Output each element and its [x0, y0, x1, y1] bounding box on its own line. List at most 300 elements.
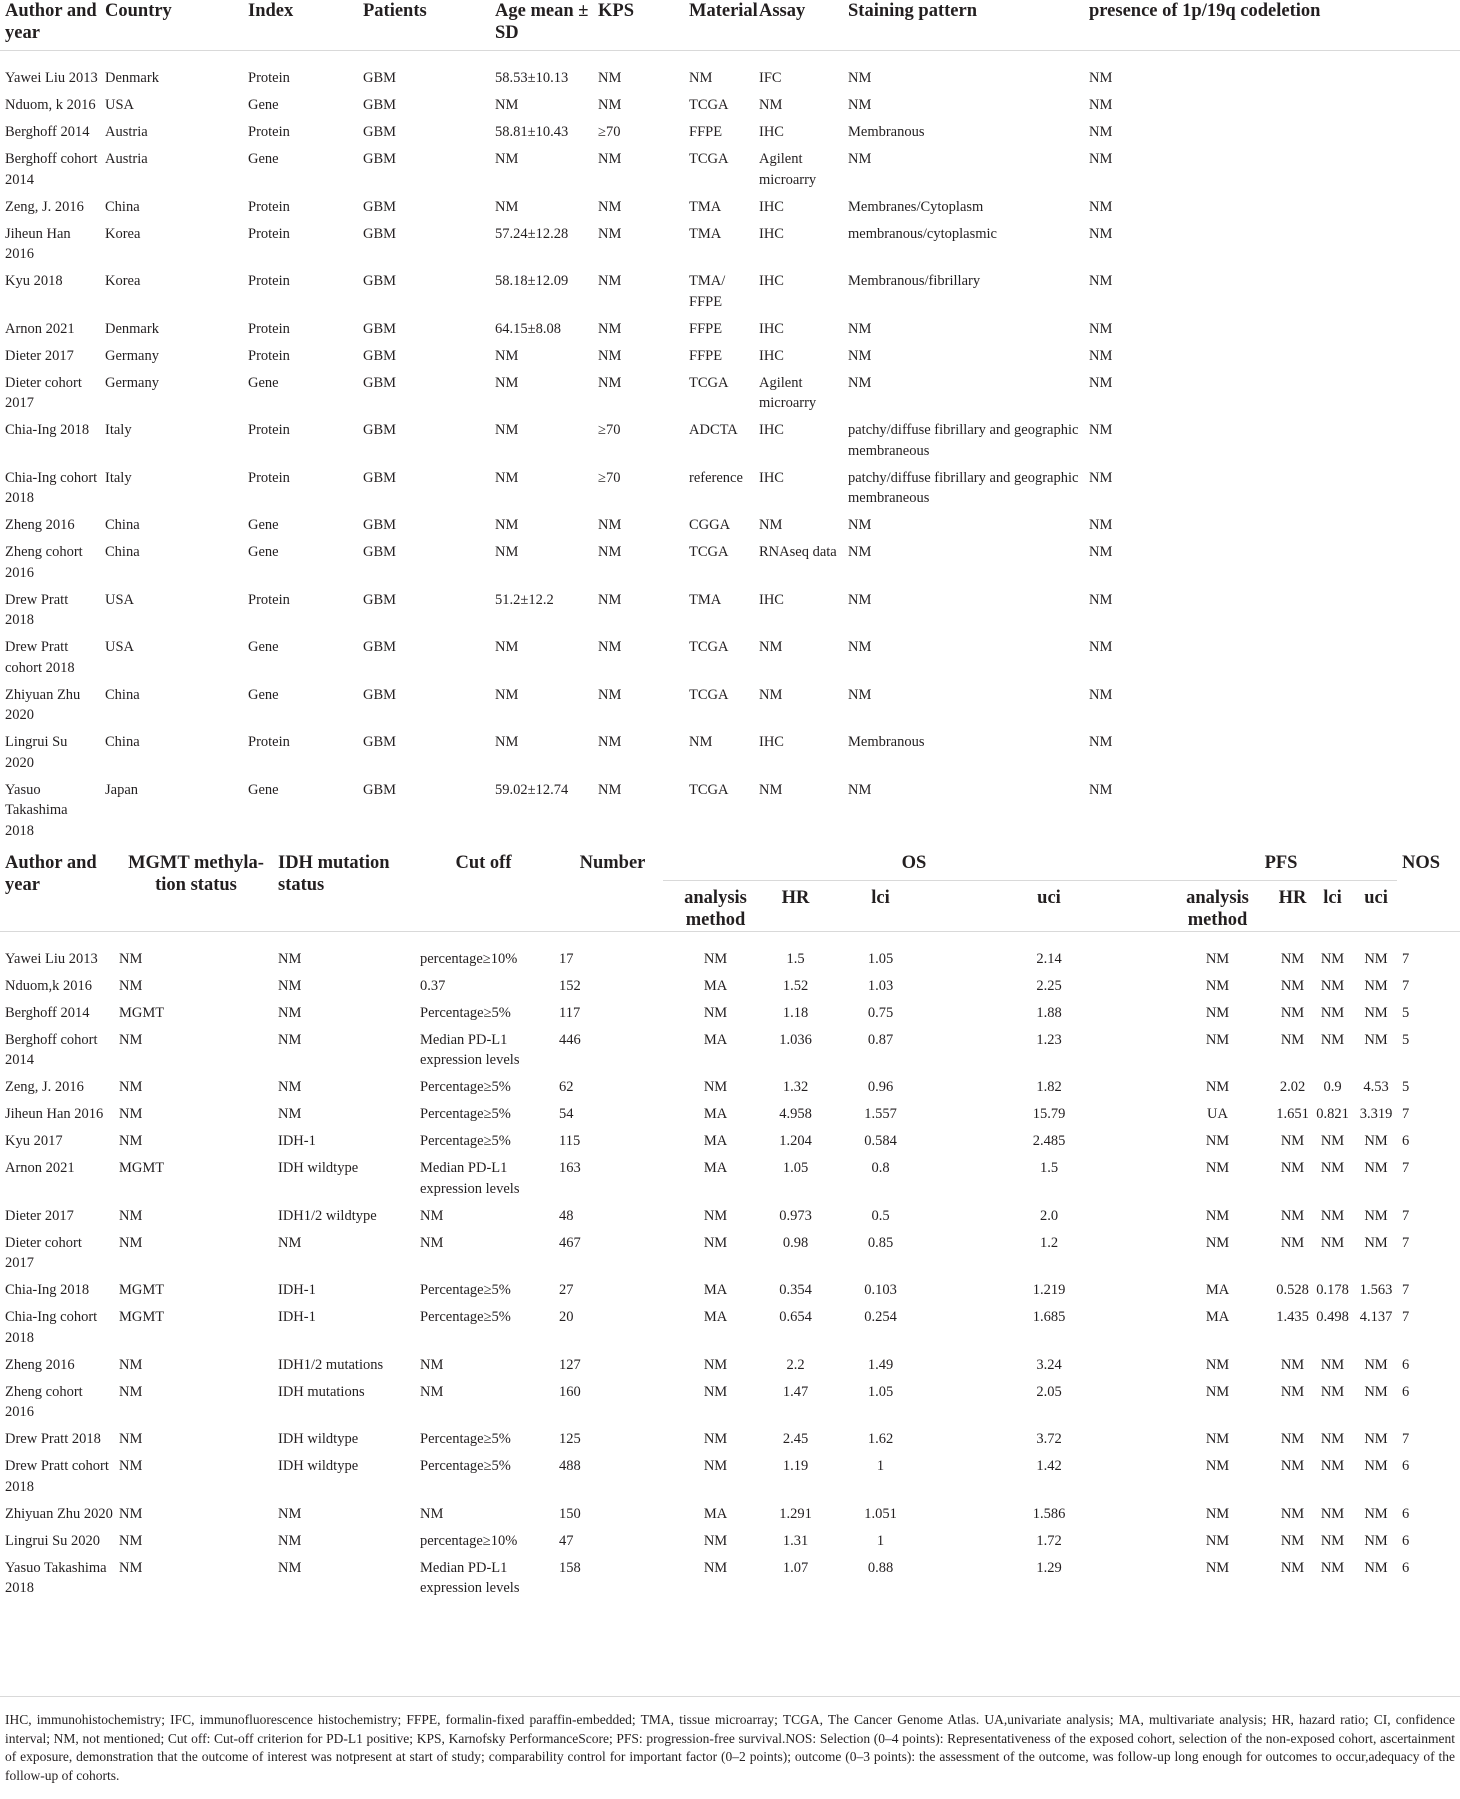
t2-cell: NM — [1280, 1207, 1305, 1224]
t1-cell: NM — [495, 517, 519, 533]
t2-cell: 1.051 — [864, 1505, 897, 1522]
t2-cell: Percentage≥5% — [420, 1004, 511, 1021]
t2-cell: 0.87 — [867, 1031, 894, 1048]
t1-cell: GBM — [363, 422, 397, 438]
t2-cell: Berghoff 2014 — [5, 1004, 90, 1021]
t2-cell: 446 — [559, 1031, 581, 1048]
t1-cell: NM — [689, 70, 713, 86]
t2-cell: NM — [1280, 1559, 1305, 1576]
t2-cell: IDH wildtype — [278, 1160, 359, 1176]
t1-cell: Jiheun Han 2016 — [5, 225, 71, 262]
t2-cell: MA — [703, 1505, 728, 1522]
t1-cell: Italy — [105, 422, 132, 438]
t2-cell: NM — [1205, 1532, 1230, 1549]
t2-cell: 1.32 — [782, 1079, 809, 1095]
t1-cell: TMA — [689, 198, 722, 215]
t2-body — [0, 931, 1460, 1605]
t2-cell: NM — [119, 1356, 143, 1373]
t2-cell: IDH-1 — [278, 1309, 316, 1325]
t2-cell: 6 — [1402, 1356, 1410, 1373]
t2-cell: MA — [703, 1309, 728, 1325]
t2-cell: 7 — [1402, 1309, 1410, 1325]
t2-cell: NM — [1205, 1559, 1230, 1576]
t1-cell: TCGA — [689, 686, 729, 703]
t2-cell: NM — [703, 1234, 728, 1251]
t1-cell: NM — [848, 151, 872, 167]
t1-cell: NM — [495, 151, 519, 167]
t1-header-patients: Patients — [363, 1, 427, 21]
t2-row — [0, 1429, 1460, 1456]
t1-cell: NM — [1089, 198, 1113, 215]
t2-cell: NM — [1364, 950, 1388, 967]
t2-cell: NM — [1320, 1234, 1345, 1251]
t1-cell: GBM — [363, 517, 397, 533]
t2-cell: 1.18 — [782, 1004, 809, 1021]
t1-cell: Gene — [248, 781, 279, 798]
t1-cell: TMA/ FFPE — [689, 273, 726, 310]
t1-cell: NM — [1089, 225, 1113, 242]
t1-cell: NM — [1089, 422, 1113, 438]
t1-cell: Nduom, k 2016 — [5, 97, 96, 113]
t1-cell: Gene — [248, 544, 279, 560]
t1-cell: NM — [848, 374, 872, 391]
t1-cell: GBM — [363, 70, 397, 86]
t1-cell: TCGA — [689, 151, 729, 167]
t1-cell: NM — [495, 97, 519, 113]
t1-cell: TCGA — [689, 781, 729, 798]
t1-cell: Gene — [248, 686, 279, 703]
t2-cell: 1.05 — [782, 1160, 809, 1176]
t1-cell: NM — [598, 97, 622, 113]
t1-cell: Chia-Ing cohort 2018 — [5, 469, 98, 506]
t1-cell: NM — [1089, 517, 1113, 533]
t2-row — [0, 1003, 1460, 1030]
t2-cell: NM — [278, 950, 302, 967]
t2-cell: NM — [1364, 1031, 1388, 1048]
t1-cell: NM — [848, 639, 872, 655]
t2-cell: NM — [703, 1458, 728, 1474]
t2-cell: NM — [278, 1004, 302, 1021]
t2-cell: 6 — [1402, 1505, 1410, 1522]
t2-cell: 1.036 — [779, 1031, 812, 1048]
t2-row — [0, 1382, 1460, 1430]
t1-cell: FFPE — [689, 124, 723, 140]
t2-cell: 1 — [876, 1532, 885, 1549]
t2-cell: 4.53 — [1363, 1079, 1389, 1095]
t2-cell: NM — [1205, 1431, 1230, 1447]
t2-cell: 3.319 — [1359, 1106, 1393, 1122]
t1-cell: Denmark — [105, 320, 159, 337]
t2-cell: NM — [119, 1458, 143, 1474]
t2-cell: Zheng cohort 2016 — [5, 1383, 83, 1420]
t1-cell: Membranes/Cytoplasm — [848, 198, 984, 215]
t2-cell: NM — [1364, 1559, 1388, 1576]
t2-cell: NM — [1364, 1458, 1388, 1474]
t1-cell: Protein — [248, 320, 290, 337]
t2-cell: NM — [703, 1079, 728, 1095]
t2-row — [0, 1531, 1460, 1558]
t1-cell: GBM — [363, 469, 397, 486]
t2-cell: NM — [1205, 1160, 1230, 1176]
t2-cell: NM — [1280, 1356, 1305, 1373]
t1-cell: GBM — [363, 374, 397, 391]
t1-row — [0, 637, 1460, 685]
t2-cell: MA — [703, 1282, 728, 1298]
t1-row — [0, 420, 1460, 468]
t2-row — [0, 931, 1460, 976]
t1-cell: GBM — [363, 225, 397, 242]
t1-cell: Protein — [248, 70, 290, 86]
t1-cell: ≥70 — [598, 124, 621, 140]
t1-cell: Berghoff cohort 2014 — [5, 151, 98, 188]
t2-cell: IDH1/2 mutations — [278, 1356, 384, 1373]
t1-cell: Chia-Ing 2018 — [5, 422, 90, 438]
t1-cell: NM — [848, 320, 872, 337]
t2-cell: NM — [278, 1079, 302, 1095]
t2-cell: MA — [1205, 1309, 1230, 1325]
t1-header-kps: KPS — [598, 1, 634, 21]
t2-cell: Chia-Ing cohort 2018 — [5, 1309, 98, 1346]
t1-header-author: Author and year — [5, 1, 97, 43]
t2-cell: 0.178 — [1316, 1282, 1349, 1298]
t2-cell: NM — [1364, 1383, 1388, 1400]
t1-cell: NM — [1089, 469, 1113, 486]
t2-cell: Percentage≥5% — [420, 1309, 511, 1325]
t1-cell: TCGA — [689, 544, 729, 560]
t2-cell: 48 — [559, 1207, 574, 1224]
t1-cell: NM — [759, 639, 783, 655]
t2-header-pfs-uci: uci — [1364, 887, 1388, 908]
t1-cell: NM — [1089, 734, 1113, 750]
t1-cell: NM — [759, 781, 783, 798]
t1-cell: Gene — [248, 97, 279, 113]
t1-cell: NM — [495, 374, 519, 391]
t2-cell: 3.72 — [1036, 1431, 1062, 1447]
t1-cell: Berghoff 2014 — [5, 124, 90, 140]
t1-cell: 58.53±10.13 — [495, 70, 569, 86]
t2-cell: 0.654 — [779, 1309, 812, 1325]
t2-cell: NM — [1364, 1505, 1388, 1522]
t2-cell: 0.9 — [1323, 1079, 1342, 1095]
t1-cell: GBM — [363, 151, 397, 167]
t2-cell: 27 — [559, 1282, 574, 1298]
t2-header-mgmt: MGMT methyla-tion status — [128, 852, 264, 895]
t2-cell: Percentage≥5% — [420, 1133, 511, 1149]
t2-cell: 7 — [1402, 1207, 1410, 1224]
t2-cell: NM — [703, 1207, 728, 1224]
t1-cell: TCGA — [689, 639, 729, 655]
t1-row — [0, 373, 1460, 421]
t1-cell: GBM — [363, 781, 397, 798]
t1-header-assay: Assay — [759, 1, 806, 21]
t2-cell: 0.528 — [1276, 1282, 1309, 1298]
t2-cell: MA — [703, 1160, 728, 1176]
t2-cell: NM — [1320, 1383, 1345, 1400]
t1-cell: Drew Pratt cohort 2018 — [5, 639, 75, 676]
t2-cell: 2.485 — [1032, 1133, 1066, 1149]
t1-cell: 51.2±12.2 — [495, 591, 554, 608]
t1-cell: Protein — [248, 273, 290, 289]
t2-cell: 0.8 — [871, 1160, 890, 1176]
t1-cell: Gene — [248, 517, 279, 533]
t1-cell: GBM — [363, 734, 397, 750]
t1-cell: NM — [1089, 686, 1113, 703]
t1-header-codeletion: presence of 1p/19q codeletion — [1089, 1, 1321, 21]
t2-cell: NM — [420, 1505, 444, 1522]
t1-row — [0, 515, 1460, 542]
t2-cell: NM — [278, 1532, 302, 1549]
t1-cell: Protein — [248, 422, 290, 438]
t2-cell: NM — [703, 1383, 728, 1400]
t2-cell: 1.204 — [779, 1133, 812, 1149]
t1-cell: NM — [848, 686, 872, 703]
t2-header-cutoff: Cut off — [455, 852, 512, 873]
t2-cell: NM — [119, 1106, 143, 1122]
t2-cell: 2.14 — [1036, 950, 1062, 967]
t1-cell: Gene — [248, 639, 279, 655]
t2-cell: Median PD-L1 expression levels — [420, 1559, 520, 1596]
t2-cell: NM — [1320, 1505, 1345, 1522]
t1-cell: NM — [1089, 320, 1113, 337]
t2-cell: NM — [1364, 1234, 1388, 1251]
t1-cell: NM — [598, 273, 622, 289]
t1-cell: NM — [495, 639, 519, 655]
t1-cell: IHC — [759, 734, 784, 750]
t1-row — [0, 51, 1460, 96]
t1-cell: Arnon 2021 — [5, 320, 75, 337]
t1-cell: GBM — [363, 639, 397, 655]
t1-cell: Korea — [105, 273, 141, 289]
t2-cell: NM — [1280, 1234, 1305, 1251]
t2-cell: 1.5 — [1039, 1160, 1059, 1176]
t2-cell: 0.75 — [867, 1004, 894, 1021]
t2-cell: NM — [1280, 1532, 1305, 1549]
t2-row — [0, 1030, 1460, 1078]
t2-cell: 1.29 — [1036, 1559, 1062, 1576]
t2-cell: MGMT — [119, 1282, 165, 1298]
t1-cell: TMA — [689, 591, 722, 608]
t1-row — [0, 468, 1460, 516]
t2-cell: NM — [1205, 1505, 1230, 1522]
t1-cell: NM — [848, 544, 872, 560]
t2-cell: NM — [703, 1431, 728, 1447]
t2-cell: NM — [1205, 1031, 1230, 1048]
t1-cell: Membranous — [848, 124, 925, 140]
t1-cell: USA — [105, 591, 135, 608]
t1-cell: NM — [689, 734, 713, 750]
t1-cell: NM — [598, 225, 622, 242]
t2-cell: 1.72 — [1036, 1532, 1062, 1549]
t1-cell: Agilent microarry — [759, 374, 817, 411]
t1-cell: 57.24±12.28 — [495, 225, 569, 242]
t1-cell: GBM — [363, 320, 397, 337]
t2-cell: NM — [1205, 1458, 1230, 1474]
t2-cell: IDH wildtype — [278, 1431, 359, 1447]
t1-cell: GBM — [363, 124, 397, 140]
t1-cell: Membranous — [848, 734, 925, 750]
t2-header-pfs-hr: HR — [1278, 887, 1307, 908]
t1-cell: Germany — [105, 374, 159, 391]
t1-cell: Austria — [105, 124, 148, 140]
t2-cell: NM — [1280, 1458, 1305, 1474]
t1-cell: NM — [495, 734, 519, 750]
t1-cell: Zheng cohort 2016 — [5, 544, 83, 581]
t1-cell: Gene — [248, 151, 279, 167]
t2-cell: NM — [119, 1207, 143, 1224]
t2-cell: NM — [119, 1559, 143, 1576]
t1-cell: NM — [1089, 639, 1113, 655]
t2-cell: 0.354 — [779, 1282, 812, 1298]
t2-cell: 1.23 — [1036, 1031, 1062, 1048]
t2-cell: 1.219 — [1032, 1282, 1066, 1298]
t2-cell: 2.25 — [1036, 977, 1062, 994]
t1-cell: GBM — [363, 686, 397, 703]
t1-cell: NM — [495, 198, 519, 215]
t1-cell: NM — [495, 347, 519, 364]
t1-cell: Protein — [248, 734, 290, 750]
t2-cell: NM — [1205, 1004, 1230, 1021]
t1-cell: Membranous/fibrillary — [848, 273, 981, 289]
t2-cell: NM — [1205, 1133, 1230, 1149]
t2-cell: IDH-1 — [278, 1282, 316, 1298]
t2-cell: IDH-1 — [278, 1133, 316, 1149]
t1-cell: NM — [1089, 97, 1113, 113]
t1-row — [0, 122, 1460, 149]
t2-cell: NM — [1205, 950, 1230, 967]
t1-cell: Italy — [105, 469, 132, 486]
t2-header-pfs-method: analysis method — [1186, 887, 1249, 930]
t1-body — [0, 51, 1460, 848]
t1-cell: ≥70 — [598, 469, 621, 486]
t2-cell: Yasuo Takashima 2018 — [5, 1559, 107, 1596]
t2-cell: NM — [278, 977, 302, 994]
t1-row — [0, 590, 1460, 638]
t2-cell: NM — [420, 1383, 444, 1400]
t2-cell: 1.291 — [779, 1505, 812, 1522]
t2-cell: Zheng 2016 — [5, 1356, 75, 1373]
survival-outcomes-table — [0, 848, 1460, 1606]
t1-cell: IHC — [759, 225, 784, 242]
t1-row — [0, 95, 1460, 122]
t2-cell: NM — [1280, 950, 1305, 967]
t2-cell: 1.47 — [782, 1383, 809, 1400]
t2-cell: Kyu 2017 — [5, 1133, 63, 1149]
t2-row — [0, 1558, 1460, 1606]
t1-cell: NM — [1089, 591, 1113, 608]
t1-cell: NM — [598, 198, 622, 215]
t1-cell: RNAseq data — [759, 544, 837, 560]
t1-cell: IHC — [759, 347, 784, 364]
t2-cell: NM — [1364, 977, 1388, 994]
t2-cell: Jiheun Han 2016 — [5, 1106, 104, 1122]
t2-cell: Dieter cohort 2017 — [5, 1234, 82, 1271]
t2-cell: NM — [119, 1031, 143, 1048]
t2-cell: NM — [278, 1559, 302, 1576]
t1-cell: USA — [105, 639, 135, 655]
t1-cell: NM — [1089, 544, 1113, 560]
t2-cell: 5 — [1402, 1031, 1410, 1048]
t1-cell: Germany — [105, 347, 159, 364]
t2-cell: percentage≥10% — [420, 1532, 518, 1549]
t2-cell: Nduom,k 2016 — [5, 977, 92, 994]
t2-cell: 1.586 — [1032, 1505, 1066, 1522]
t1-cell: TCGA — [689, 97, 729, 113]
t2-cell: IDH wildtype — [278, 1458, 359, 1474]
t2-cell: 2.45 — [782, 1431, 809, 1447]
t1-cell: China — [105, 544, 140, 560]
t2-cell: 1.88 — [1036, 1004, 1062, 1021]
t2-cell: 160 — [559, 1383, 581, 1400]
t2-cell: NM — [1320, 977, 1345, 994]
t2-cell: 163 — [559, 1160, 581, 1176]
t2-cell: 152 — [559, 977, 581, 994]
t1-cell: Dieter cohort 2017 — [5, 374, 82, 411]
t1-cell: Zheng 2016 — [5, 517, 75, 533]
t1-cell: NM — [598, 151, 622, 167]
t2-cell: Percentage≥5% — [420, 1079, 511, 1095]
t2-cell: 1.5 — [786, 950, 805, 967]
t1-cell: NM — [848, 781, 872, 798]
t1-cell: FFPE — [689, 320, 723, 337]
t2-cell: NM — [119, 1383, 143, 1400]
t2-cell: Dieter 2017 — [5, 1207, 74, 1224]
t1-header-staining: Staining pattern — [848, 1, 978, 21]
t1-cell: Protein — [248, 469, 290, 486]
t2-cell: 6 — [1402, 1383, 1410, 1400]
t2-cell: NM — [1364, 1004, 1388, 1021]
t1-cell: Kyu 2018 — [5, 273, 63, 289]
t2-cell: NM — [1280, 1160, 1305, 1176]
t1-cell: ADCTA — [689, 422, 738, 438]
t2-cell: 15.79 — [1032, 1106, 1066, 1122]
t1-cell: patchy/diffuse fibrillary and geographic membraneous — [848, 422, 1079, 459]
t1-cell: Protein — [248, 124, 290, 140]
t1-cell: GBM — [363, 97, 397, 113]
t1-cell: NM — [848, 70, 872, 86]
t1-cell: NM — [1089, 151, 1113, 167]
t2-cell: NM — [1320, 1004, 1345, 1021]
t1-cell: Korea — [105, 225, 141, 242]
t2-cell: NM — [1205, 1207, 1230, 1224]
t2-cell: NM — [420, 1356, 444, 1373]
t2-header-author: Author and year — [5, 852, 97, 895]
t1-cell: China — [105, 734, 140, 750]
t1-cell: China — [105, 686, 140, 703]
t2-cell: 1.557 — [864, 1106, 897, 1122]
t2-cell: 4.137 — [1359, 1309, 1393, 1325]
t2-cell: Percentage≥5% — [420, 1458, 511, 1474]
t2-cell: NM — [1364, 1356, 1388, 1373]
t2-cell: NM — [1364, 1133, 1388, 1149]
t1-cell: USA — [105, 97, 135, 113]
t2-cell: MA — [703, 977, 728, 994]
t2-header-os-uci: uci — [1037, 887, 1061, 908]
t1-cell: Agilent microarry — [759, 151, 817, 188]
t1-cell: Japan — [105, 781, 139, 798]
t2-cell: 5 — [1402, 1004, 1410, 1021]
t2-cell: 6 — [1402, 1133, 1410, 1149]
t1-cell: Austria — [105, 151, 148, 167]
t1-cell: NM — [495, 544, 519, 560]
t1-cell: Gene — [248, 374, 279, 391]
t2-cell: NM — [1205, 1234, 1230, 1251]
t2-cell: 1.31 — [782, 1532, 809, 1549]
t2-cell: 7 — [1402, 1234, 1410, 1251]
t1-cell: IHC — [759, 198, 784, 215]
t1-cell: IFC — [759, 70, 782, 86]
t1-cell: 64.15±8.08 — [495, 320, 561, 337]
t2-cell: 117 — [559, 1004, 581, 1021]
